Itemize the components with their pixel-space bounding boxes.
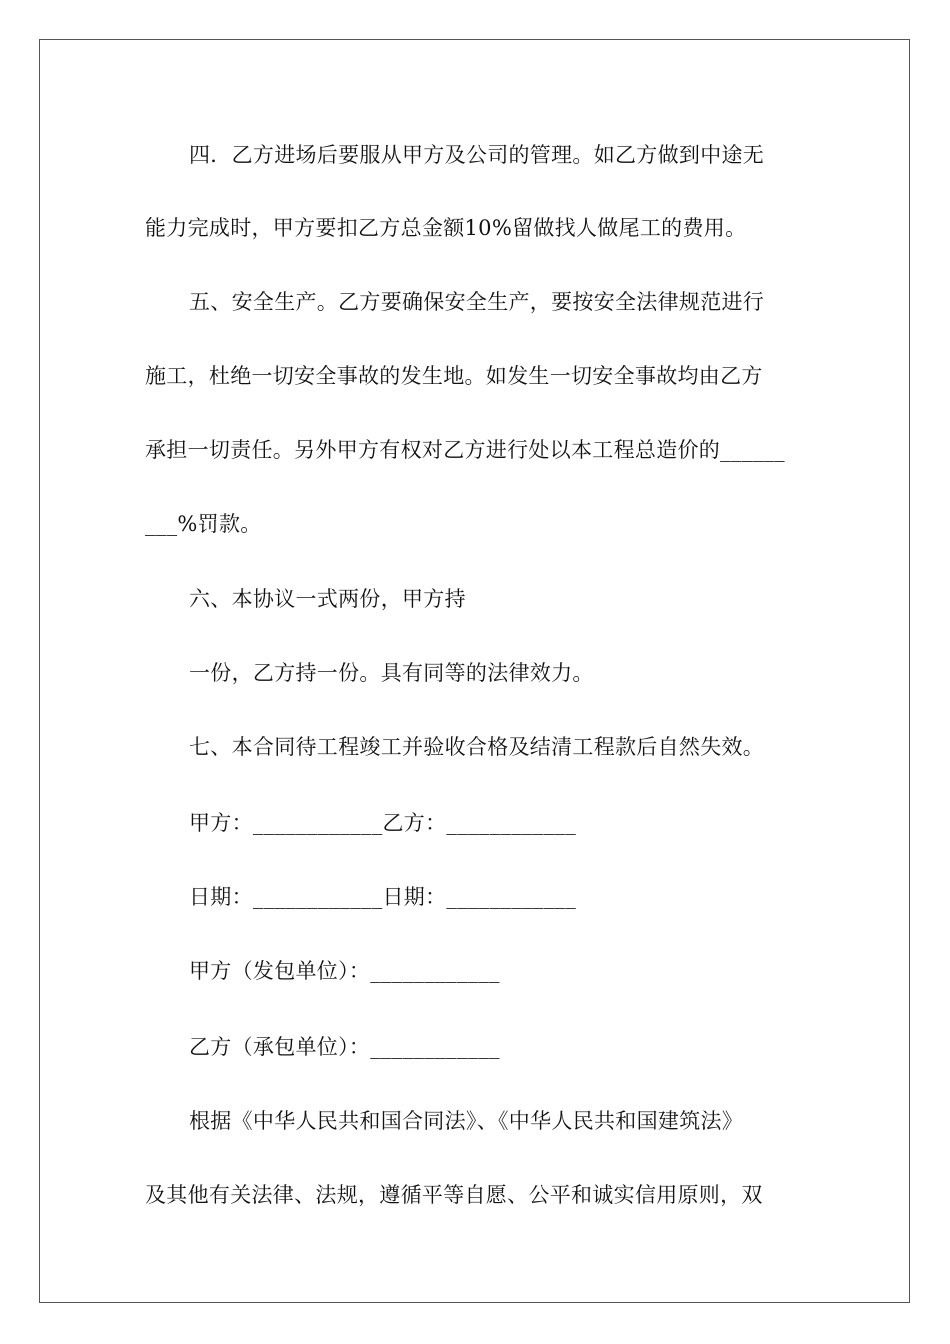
text-line-clause-4-cont: 能力完成时，甲方要扣乙方总金额10%留做找人做尾工的费用。 (145, 216, 747, 240)
text-line-clause-4: 四．乙方进场后要服从甲方及公司的管理。如乙方做到中途无 (189, 143, 765, 167)
text-line-clause-6: 六、本协议一式两份，甲方持 (189, 587, 466, 611)
signature-line-contractor: 乙方（承包单位）：____________ (189, 1035, 500, 1059)
text-line-preamble: 根据《中华人民共和国合同法》、《中华人民共和国建筑法》 (189, 1109, 744, 1133)
text-line-clause-5-cont-1: 施工，杜绝一切安全事故的发生地。如发生一切安全事故均由乙方 (145, 364, 763, 388)
text-line-clause-5: 五、安全生产。乙方要确保安全生产，要按安全法律规范进行 (189, 290, 765, 314)
signature-line-parties: 甲方：____________乙方：____________ (189, 811, 576, 835)
signature-line-employer: 甲方（发包单位）：____________ (189, 959, 500, 983)
text-line-clause-6-cont: 一份，乙方持一份。具有同等的法律效力。 (189, 661, 594, 685)
text-line-clause-5-cont-3: ___%罚款。 (145, 512, 262, 536)
signature-line-dates: 日期：____________日期：____________ (189, 885, 576, 909)
text-line-preamble-cont: 及其他有关法律、法规，遵循平等自愿、公平和诚实信用原则，双 (145, 1183, 763, 1207)
text-line-clause-5-cont-2: 承担一切责任。另外甲方有权对乙方进行处以本工程总造价的______ (145, 438, 785, 462)
text-line-clause-7: 七、本合同待工程竣工并验收合格及结清工程款后自然失效。 (189, 735, 765, 759)
